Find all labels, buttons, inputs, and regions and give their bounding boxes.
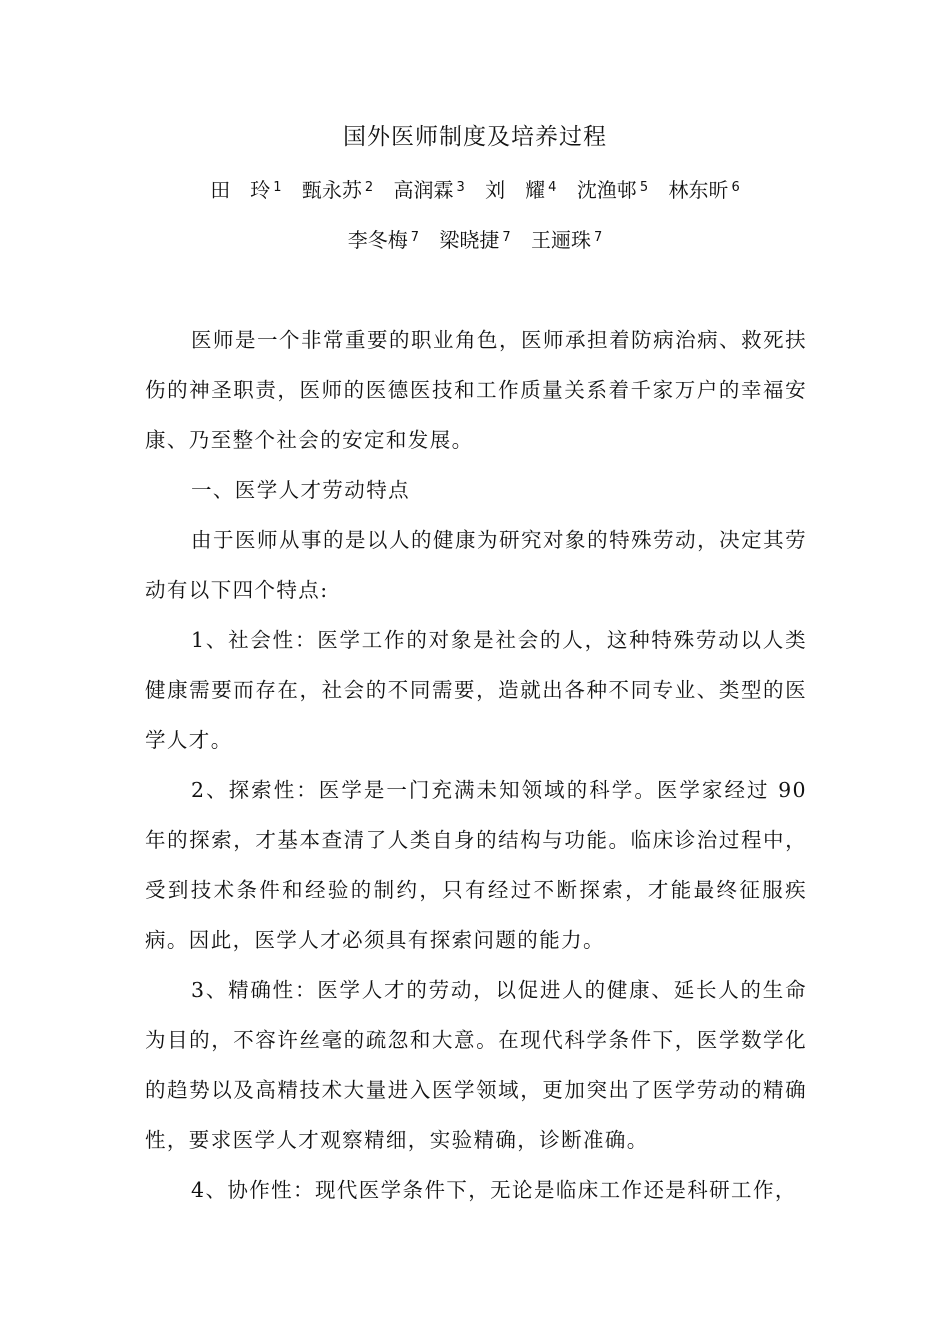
author-name: 李冬梅 — [347, 228, 408, 252]
list-item-exploratory: 2、探索性：医学是一门充满未知领域的科学。医学家经过 90 年的探索，才基本查清了人类自身的结构与功能。临床诊治过程中，受到技术条件和经验的制约，只有经过不断探索，才能最终征服疾病。因此，医学人才必须具有探索问题的能力。 — [145, 778, 807, 952]
author-affiliation: 2 — [364, 180, 374, 195]
author-name: 沈渔邨 — [576, 178, 637, 202]
author-name: 田 玲 — [210, 178, 271, 202]
author — [210, 174, 281, 203]
author-affiliation: 6 — [731, 180, 740, 195]
author-name: 林东昕 — [668, 178, 729, 202]
author — [394, 174, 465, 203]
author-name: 王逦珠 — [531, 228, 591, 252]
list-item-social: 1、社会性：医学工作的对象是社会的人，这种特殊劳动以人类健康需要而存在，社会的不同需要，造就出各种不同专业、类型的医学人才。 — [145, 628, 807, 752]
author-list-line-2 — [0, 224, 950, 253]
body-paragraph: 由于医师从事的是以人的健康为研究对象的特殊劳动，决定其劳动有以下四个特点: — [145, 528, 807, 602]
author-name: 刘 耀 — [485, 178, 546, 202]
author — [531, 224, 602, 253]
author — [348, 224, 419, 253]
author-name: 甄永苏 — [301, 178, 362, 202]
list-item-collaboration: 4、协作性：现代医学条件下，无论是临床工作还是科研工作， — [191, 1178, 797, 1202]
document-body — [145, 315, 807, 1215]
author — [668, 174, 739, 203]
author — [302, 174, 373, 203]
author-affiliation: 5 — [639, 180, 649, 195]
author-affiliation: 7 — [502, 230, 511, 245]
author — [577, 174, 648, 203]
intro-paragraph: 医师是一个非常重要的职业角色，医师承担着防病治病、救死扶伤的神圣职责，医师的医德医技和工作质量关系着千家万户的幸福安康、乃至整个社会的安定和发展。 — [145, 328, 807, 452]
author-affiliation: 7 — [410, 230, 419, 245]
author-name: 梁晓捷 — [439, 228, 500, 252]
author-affiliation: 4 — [548, 180, 557, 195]
author-name: 高润霖 — [393, 178, 454, 202]
author-affiliation: 1 — [273, 180, 282, 195]
document-title: 国外医师制度及培养过程 — [343, 124, 607, 150]
section-heading: 一、医学人才劳动特点 — [191, 478, 410, 502]
author — [439, 224, 510, 253]
author-list-line-1 — [0, 174, 950, 203]
author — [485, 174, 556, 203]
author-affiliation: 7 — [594, 230, 603, 245]
author-affiliation: 3 — [456, 180, 465, 195]
list-item-precision: 3、精确性：医学人才的劳动，以促进人的健康、延长人的生命为目的，不容许丝毫的疏忽和大意。在现代科学条件下，医学数学化的趋势以及高精技术大量进入医学领域，更加突出了医学劳动的精确性，要求医学人才观察精细，实验精确，诊断准确。 — [145, 978, 807, 1152]
